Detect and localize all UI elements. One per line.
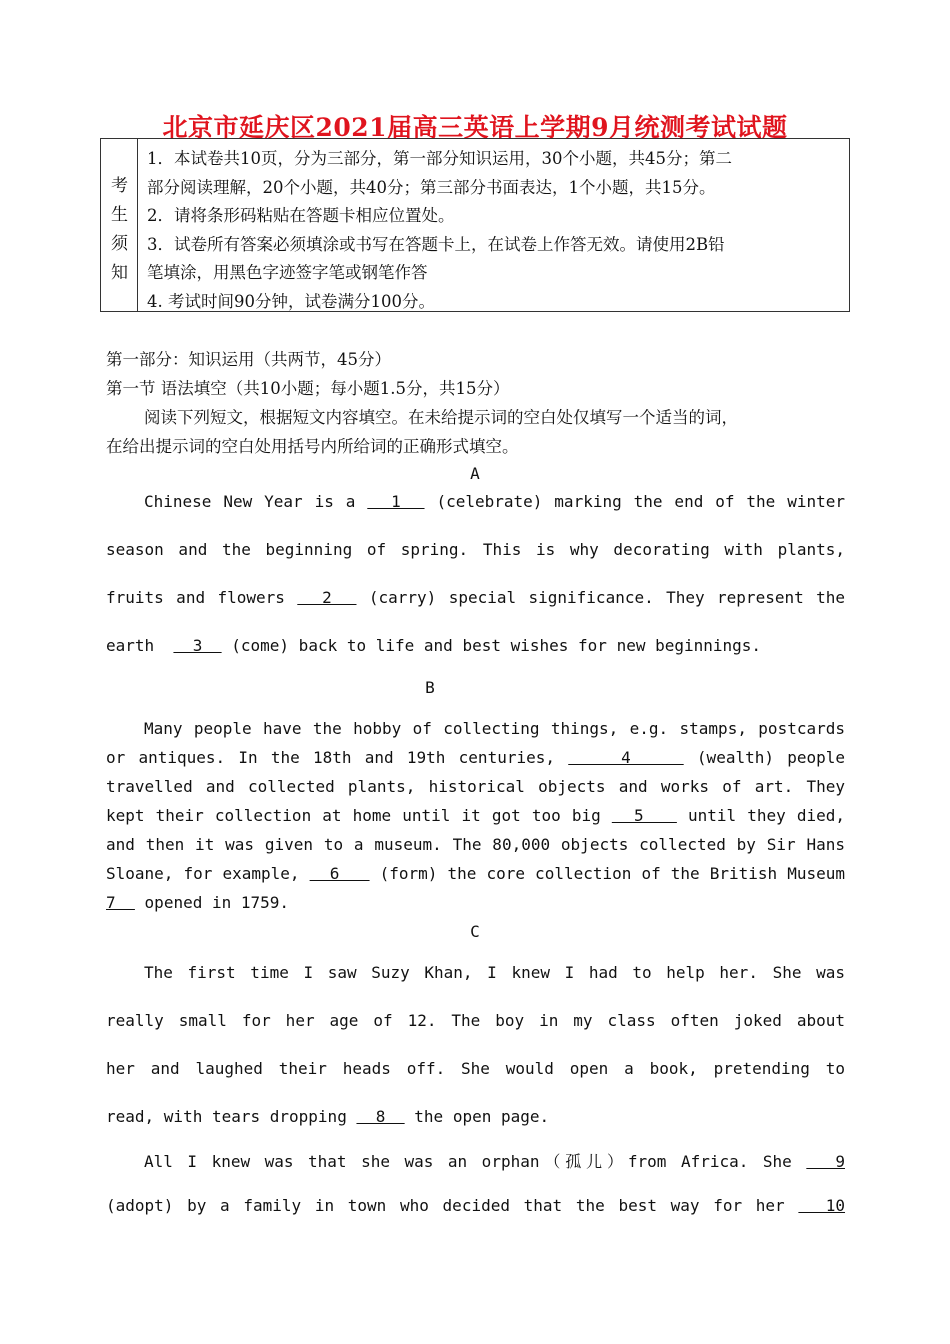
blank-2: 2 [297, 588, 357, 607]
notice-label-char: 生 [111, 205, 128, 225]
blank-4: 4 [568, 748, 684, 767]
passage-b-line [106, 748, 845, 767]
passage-c-line: her and laughed their heads off. She would open a book, pretending to [106, 1059, 845, 1078]
passage-b-line [106, 864, 845, 883]
notice-label-char: 考 [111, 176, 128, 196]
passage-a-line [144, 492, 845, 511]
notice-line: 3．试卷所有答案必须填涂或书写在答题卡上，在试卷上作答无效。请使用2B铅 [147, 235, 725, 254]
passage-b-line: and then it was given to a museum. The 80,000 objects collected by Sir Hans [106, 835, 845, 854]
part1-heading: 第一部分：知识运用（共两节，45分） [106, 350, 391, 369]
passage-text: (celebrate) marking the end of the winter [436, 492, 845, 511]
passage-a-line [106, 588, 845, 607]
passage-text: (wealth) people [696, 748, 846, 767]
passage-c-label: C [470, 922, 480, 941]
passage-c-line: The first time I saw Suzy Khan, I knew I had to help her. She was [144, 963, 845, 982]
blank-10: 10 [798, 1196, 846, 1215]
notice-line: 笔填涂，用黑色字迹签字笔或钢笔作答 [147, 263, 428, 282]
passage-text: (form) the core collection of the British Museum [379, 864, 846, 883]
passage-a-line: season and the beginning of spring. This is why decorating with plants, [106, 540, 845, 559]
instruction-line: 阅读下列短文，根据短文内容填空。在未给提示词的空白处仅填写一个适当的词， [144, 408, 738, 427]
passage-b-line [106, 806, 845, 825]
blank-8: 8 [356, 1107, 405, 1126]
passage-b-line: Many people have the hobby of collecting things, e.g. stamps, postcards [144, 719, 845, 738]
passage-text: opened in 1759. [144, 893, 290, 912]
blank-7: 7 [106, 893, 135, 912]
blank-3: 3 [173, 636, 222, 655]
passage-c-line [106, 1107, 549, 1126]
passage-text: All I knew was that she was an orphan（孤儿）from Africa. She [144, 1152, 792, 1171]
passage-text: kept their collection at home until it got too big [106, 806, 601, 825]
instruction-line: 在给出提示词的空白处用括号内所给词的正确形式填空。 [106, 437, 519, 456]
passage-text: earth [106, 636, 155, 655]
passage-text: (carry) special significance. They represent the [368, 588, 846, 607]
blank-1: 1 [367, 492, 425, 511]
passage-text: fruits and flowers [106, 588, 285, 607]
passage-text: the open page. [414, 1107, 550, 1126]
page-title: 北京市延庆区2021届高三英语上学期9月统测考试试题 [162, 113, 788, 142]
passage-a-line [106, 636, 761, 655]
notice-box [100, 138, 850, 312]
passage-text: until they died, [687, 806, 845, 825]
passage-c-line: really small for her age of 12. The boy in my class often joked about [106, 1011, 845, 1030]
passage-text: or antiques. In the 18th and 19th centuries, [106, 748, 555, 767]
notice-label-char: 知 [111, 263, 128, 283]
passage-b-line [106, 893, 289, 912]
passage-b-line: travelled and collected plants, historical objects and works of art. They [106, 777, 845, 796]
passage-text: Chinese New Year is a [144, 492, 356, 511]
notice-line: 4. 考试时间90分钟，试卷满分100分。 [147, 292, 435, 311]
blank-5: 5 [611, 806, 677, 825]
notice-line: 2．请将条形码粘贴在答题卡相应位置处。 [147, 206, 455, 225]
passage-text: read, with tears dropping [106, 1107, 347, 1126]
blank-9: 9 [806, 1152, 845, 1171]
notice-line: 部分阅读理解，20个小题，共40分；第三部分书面表达，1个小题，共15分。 [147, 178, 716, 197]
passage-a-label: A [470, 464, 480, 483]
passage-text: Sloane, for example, [106, 864, 300, 883]
notice-line: 1．本试卷共10页，分为三部分，第一部分知识运用，30个小题，共45分；第二 [147, 149, 732, 168]
passage-text: (adopt) by a family in town who decided that the best way for her [106, 1196, 785, 1215]
passage-c-line [106, 1196, 845, 1215]
notice-label [101, 139, 138, 311]
section1-heading: 第一节 语法填空（共10小题；每小题1.5分，共15分） [106, 379, 510, 398]
blank-6: 6 [309, 864, 370, 883]
passage-c-line [144, 1149, 845, 1172]
passage-text: (come) back to life and best wishes for new beginnings. [231, 636, 762, 655]
passage-b-label: B [425, 678, 435, 697]
notice-label-char: 须 [111, 234, 128, 254]
